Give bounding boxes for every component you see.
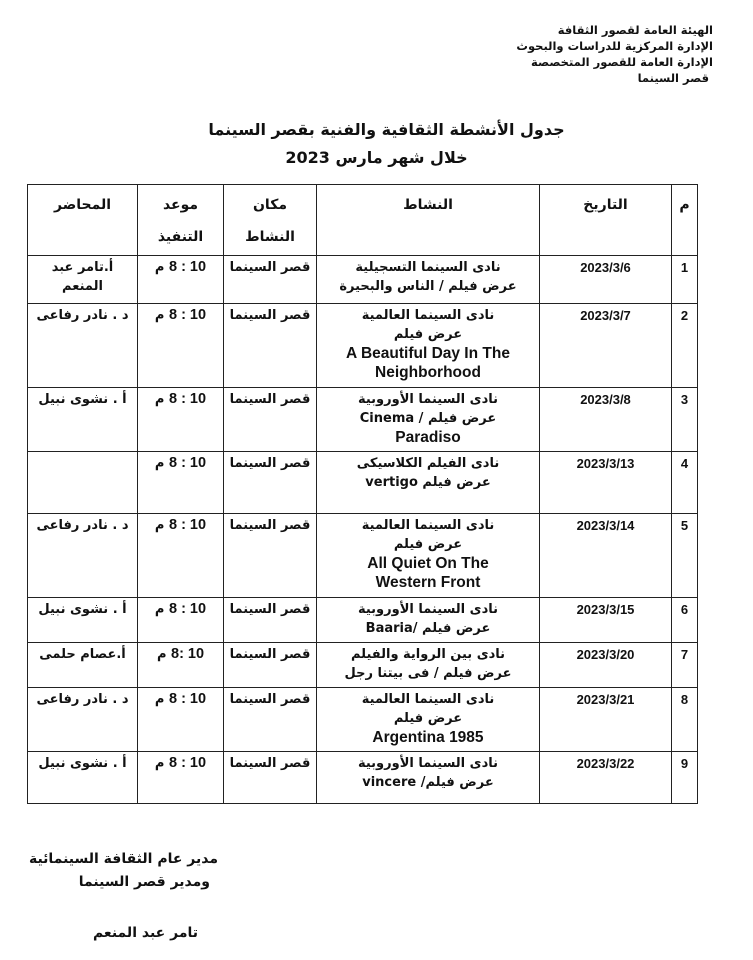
row-number: 3 — [672, 388, 698, 452]
time-value: 8 : 10 — [168, 306, 207, 323]
schedule-table — [27, 184, 698, 804]
organization-header — [516, 22, 713, 86]
row-activity — [317, 303, 540, 388]
film-title: Western Front — [375, 574, 481, 592]
signature-title-2: ومدير قصر السينما — [78, 874, 210, 890]
org-line-3: الإدارة العامة للقصور المتخصصة — [531, 55, 713, 69]
row-time — [138, 752, 224, 804]
table-row — [28, 688, 698, 752]
header-lecturer: المحاضر — [28, 185, 138, 256]
org-line-4: قصر السينما — [637, 71, 709, 85]
time-value: 8 : 10 — [168, 391, 207, 408]
row-lecturer: أ . نشوى نبيل — [28, 598, 138, 642]
row-number: 4 — [672, 452, 698, 514]
activity-line: نادى السينما الأوروبية — [357, 392, 499, 408]
activity-line: عرض فيلم vertigo — [365, 475, 491, 491]
table-row — [28, 752, 698, 804]
time-period: م — [154, 456, 165, 472]
row-date: 2023/3/15 — [540, 598, 672, 642]
film-title: Neighborhood — [375, 363, 481, 381]
table-row — [28, 452, 698, 514]
time-period: م — [154, 307, 165, 323]
row-activity — [317, 688, 540, 752]
row-number: 9 — [672, 752, 698, 804]
row-date: 2023/3/20 — [540, 642, 672, 687]
row-date: 2023/3/7 — [540, 303, 672, 388]
row-place: قصر السينما — [224, 688, 317, 752]
row-lecturer — [28, 452, 138, 514]
row-date: 2023/3/21 — [540, 688, 672, 752]
time-value: 8 : 10 — [168, 517, 207, 534]
activity-line: نادى السينما العالمية — [361, 518, 495, 534]
header-date: التاريخ — [540, 185, 672, 256]
row-time — [138, 256, 224, 304]
header-num: م — [672, 185, 698, 256]
row-date: 2023/3/13 — [540, 452, 672, 514]
time-period: م — [154, 756, 165, 772]
activity-line: نادى السينما الأوروبية — [357, 756, 499, 772]
row-lecturer: أ.عصام حلمى — [28, 642, 138, 687]
row-lecturer: د . نادر رفاعى — [28, 688, 138, 752]
activity-line: نادى السينما التسجيلية — [355, 260, 501, 275]
row-lecturer: أ . نشوى نبيل — [28, 388, 138, 452]
row-place: قصر السينما — [224, 256, 317, 304]
row-place: قصر السينما — [224, 752, 317, 804]
time-period: م — [154, 602, 165, 618]
time-value: 8: 10 — [171, 645, 205, 662]
row-place: قصر السينما — [224, 303, 317, 388]
table-row — [28, 598, 698, 642]
time-period: م — [154, 692, 165, 708]
activity-line: عرض فيلم — [393, 326, 463, 342]
row-number: 1 — [672, 256, 698, 304]
row-date: 2023/3/22 — [540, 752, 672, 804]
row-date: 2023/3/6 — [540, 256, 672, 304]
org-line-2: الإدارة المركزية للدراسات والبحوث — [516, 39, 713, 53]
row-place: قصر السينما — [224, 598, 317, 642]
row-number: 8 — [672, 688, 698, 752]
row-place: قصر السينما — [224, 642, 317, 687]
row-time — [138, 688, 224, 752]
row-number: 2 — [672, 303, 698, 388]
activity-line: نادى السينما العالمية — [361, 307, 495, 323]
activity-line: عرض فيلم /Baaria — [365, 621, 491, 637]
row-time — [138, 452, 224, 514]
film-title: Argentina 1985 — [372, 729, 484, 747]
row-place: قصر السينما — [224, 452, 317, 514]
row-activity — [317, 452, 540, 514]
time-value: 8 : 10 — [168, 601, 207, 618]
row-time — [138, 642, 224, 687]
time-period: م — [154, 392, 165, 408]
signature-block — [28, 848, 218, 945]
row-time — [138, 388, 224, 452]
table-row — [28, 256, 698, 304]
activity-line: عرض فيلم / Cinema — [359, 411, 497, 427]
row-activity — [317, 514, 540, 598]
activity-line: عرض فيلم — [393, 537, 463, 553]
activity-line: نادى السينما الأوروبية — [357, 602, 499, 618]
document-title — [0, 116, 753, 172]
row-number: 6 — [672, 598, 698, 642]
title-line-1: جدول الأنشطة الثقافية والفنية بقصر السينما — [208, 120, 565, 139]
time-period: م — [154, 518, 165, 534]
table-row — [28, 642, 698, 687]
activity-line: نادى السينما العالمية — [361, 692, 495, 708]
row-lecturer: د . نادر رفاعى — [28, 303, 138, 388]
row-lecturer: أ . نشوى نبيل — [28, 752, 138, 804]
table-row — [28, 303, 698, 388]
film-title: All Quiet On The — [367, 555, 489, 573]
row-time — [138, 514, 224, 598]
title-line-2: خلال شهر مارس 2023 — [285, 148, 468, 167]
table-row — [28, 388, 698, 452]
row-activity — [317, 598, 540, 642]
row-lecturer: أ.تامر عبد المنعم — [28, 256, 138, 304]
time-value: 8 : 10 — [168, 455, 207, 472]
row-place: قصر السينما — [224, 514, 317, 598]
time-period: م — [154, 260, 165, 275]
time-value: 8 : 10 — [168, 755, 207, 772]
header-place: مكان النشاط — [224, 185, 317, 256]
time-period: م — [156, 646, 167, 662]
row-date: 2023/3/8 — [540, 388, 672, 452]
row-activity — [317, 642, 540, 687]
signature-title-1: مدير عام الثقافة السينمائية — [28, 851, 218, 867]
activity-line: عرض فيلم / فى بيتنا رجل — [344, 665, 512, 681]
row-place: قصر السينما — [224, 388, 317, 452]
row-activity — [317, 256, 540, 304]
film-title: Paradiso — [395, 429, 461, 447]
row-lecturer: د . نادر رفاعى — [28, 514, 138, 598]
time-value: 8 : 10 — [168, 691, 207, 708]
table-row — [28, 514, 698, 598]
row-activity — [317, 388, 540, 452]
activity-line: عرض فيلم — [393, 711, 463, 727]
header-activity: النشاط — [317, 185, 540, 256]
table-header-row — [28, 185, 698, 256]
activity-line: عرض فيلم/ vincere — [362, 775, 494, 791]
time-value: 8 : 10 — [168, 259, 207, 275]
activity-line: عرض فيلم / الناس والبحيرة — [339, 279, 517, 294]
org-line-1: الهيئة العامة لقصور الثقافة — [557, 23, 713, 37]
header-time: موعد التنفيذ — [138, 185, 224, 256]
film-title: A Beautiful Day In The — [346, 344, 510, 362]
activity-line: نادى بين الرواية والفيلم — [350, 646, 506, 662]
row-activity — [317, 752, 540, 804]
row-time — [138, 303, 224, 388]
row-date: 2023/3/14 — [540, 514, 672, 598]
row-number: 7 — [672, 642, 698, 687]
signature-name: تامر عبد المنعم — [92, 925, 198, 941]
row-number: 5 — [672, 514, 698, 598]
row-time — [138, 598, 224, 642]
activity-line: نادى الفيلم الكلاسيكى — [356, 456, 500, 472]
